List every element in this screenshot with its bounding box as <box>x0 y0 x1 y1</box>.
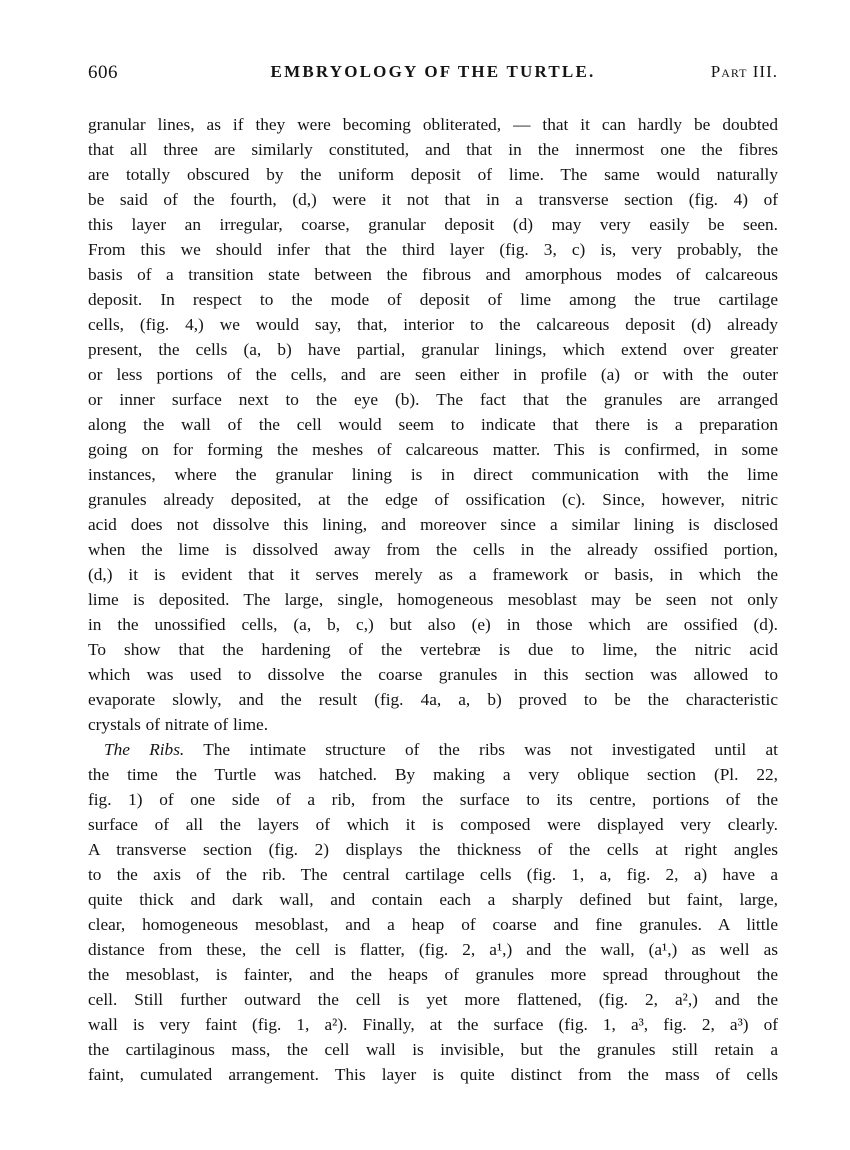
text-line: fig. 1) of one side of a rib, from the surface to its centre, portions of the <box>88 790 778 809</box>
text-line: crystals of nitrate of lime. <box>88 715 269 734</box>
text-line: A transverse section (fig. 2) displays the thickness of the cells at right angles <box>88 840 778 859</box>
text-line: the mesoblast, is fainter, and the heaps of granules more spread throughout the <box>88 965 778 984</box>
text-line: to the axis of the rib. The central cartilage cells (fig. 1, a, fig. 2, a) have a <box>88 865 778 884</box>
text-line: surface of all the layers of which it is composed were displayed very clearly. <box>88 815 778 834</box>
text-line: (d,) it is evident that it serves merely as a framework or basis, in which the <box>88 565 778 584</box>
text-line: in the unossified cells, (a, b, c,) but also (e) in those which are ossified (d). <box>88 615 778 634</box>
text-line: granules already deposited, at the edge of ossification (c). Since, however, nitric <box>88 490 778 509</box>
text-line: going on for forming the meshes of calcareous matter. This is confirmed, in some <box>88 440 778 459</box>
text-line: the cartilaginous mass, the cell wall is invisible, but the granules still retain a <box>88 1040 778 1059</box>
text-line: acid does not dissolve this lining, and moreover since a similar lining is disclosed <box>88 515 778 534</box>
text-line: this layer an irregular, coarse, granular deposit (d) may very easily be seen. <box>88 215 778 234</box>
text-line: or inner surface next to the eye (b). The fact that the granules are arranged <box>88 390 778 409</box>
page-number: 606 <box>88 62 118 83</box>
text-line: that all three are similarly constituted, and that in the innermost one the fibres <box>88 140 778 159</box>
text-line: distance from these, the cell is flatter, (fig. 2, a¹,) and the wall, (a¹,) as well as <box>88 940 778 959</box>
text-line: clear, homogeneous mesoblast, and a heap of coarse and fine granules. A little <box>88 915 778 934</box>
text-line: instances, where the granular lining is in direct communication with the lime <box>88 465 778 484</box>
text-line: faint, cumulated arrangement. This layer is quite distinct from the mass of cells <box>88 1065 778 1084</box>
text-line: are totally obscured by the uniform deposit of lime. The same would naturally <box>88 165 778 184</box>
text-line: the time the Turtle was hatched. By making a very oblique section (Pl. 22, <box>88 765 778 784</box>
text-line: or less portions of the cells, and are seen either in profile (a) or with the outer <box>88 365 778 384</box>
paragraph-ribs <box>88 737 778 1087</box>
text-line: present, the cells (a, b) have partial, granular linings, which extend over greater <box>88 340 778 359</box>
text-line: when the lime is dissolved away from the cells in the already ossified portion, <box>88 540 778 559</box>
part-label: Part III. <box>710 62 778 81</box>
text-line: quite thick and dark wall, and contain each a sharply defined but faint, large, <box>88 890 778 909</box>
text-line: be said of the fourth, (d,) were it not that in a transverse section (fig. 4) of <box>88 190 778 209</box>
text-line: which was used to dissolve the coarse granules in this section was allowed to <box>88 665 778 684</box>
text-line: To show that the hardening of the vertebræ is due to lime, the nitric acid <box>88 640 778 659</box>
document-page <box>88 60 778 1140</box>
running-header <box>88 60 778 90</box>
text-line: cell. Still further outward the cell is yet more flattened, (fig. 2, a²,) and the <box>88 990 778 1009</box>
paragraph-vertebrae <box>88 112 778 737</box>
text-line-fragment: The intimate structure of the ribs was not investigated until at <box>203 740 778 759</box>
body-text <box>88 112 778 1087</box>
text-line: From this we should infer that the third layer (fig. 3, c) is, very probably, the <box>88 240 778 259</box>
text-line: wall is very faint (fig. 1, a²). Finally, at the surface (fig. 1, a³, fig. 2, a³) of <box>88 1015 778 1034</box>
text-line: along the wall of the cell would seem to indicate that there is a preparation <box>88 415 778 434</box>
running-title: EMBRYOLOGY OF THE TURTLE. <box>270 62 596 81</box>
text-line: deposit. In respect to the mode of deposit of lime among the true cartilage <box>88 290 778 309</box>
text-line: basis of a transition state between the fibrous and amorphous modes of calcareous <box>88 265 778 284</box>
text-line: evaporate slowly, and the result (fig. 4a, a, b) proved to be the characteristic <box>88 690 778 709</box>
section-heading-ribs: The Ribs. <box>104 740 185 759</box>
text-line-with-heading <box>88 737 778 762</box>
text-line: cells, (fig. 4,) we would say, that, interior to the calcareous deposit (d) already <box>88 315 778 334</box>
text-line: lime is deposited. The large, single, homogeneous mesoblast may be seen not only <box>88 590 778 609</box>
text-line: granular lines, as if they were becoming obliterated, — that it can hardly be doubted <box>88 115 778 134</box>
